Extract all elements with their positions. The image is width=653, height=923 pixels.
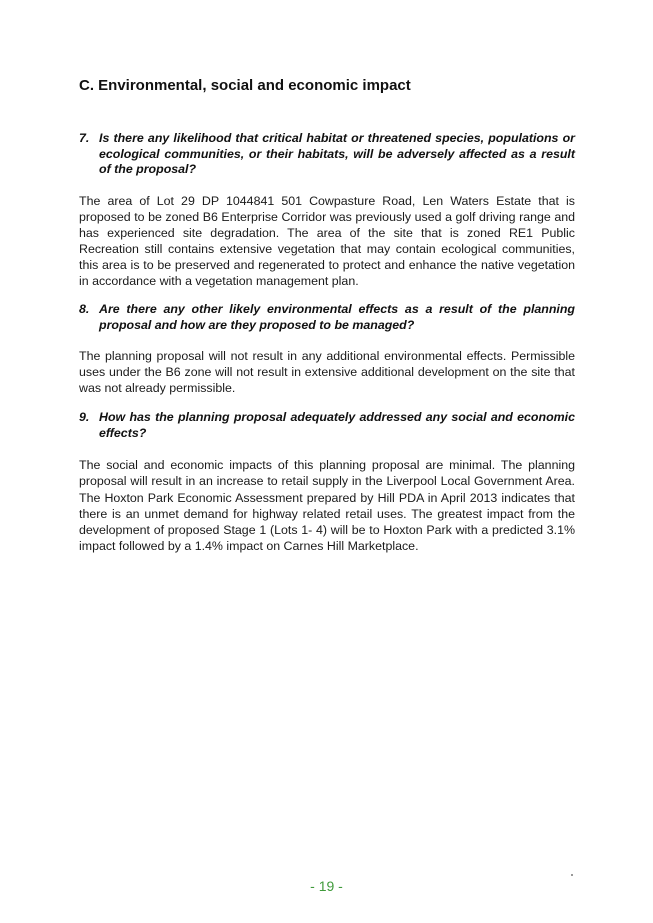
page-number: - 19 - [310, 878, 343, 894]
question-9 [79, 410, 575, 441]
document-page [79, 76, 575, 554]
question-number: 7. [79, 131, 90, 145]
answer-7: The area of Lot 29 DP 1044841 501 Cowpasture Road, Len Waters Estate that is proposed to be zoned B6 Enterprise Corridor was previously used a golf driving range and has experienced site degradation. The area of the site that is zoned RE1 Public Recreation still contains extensive vegetation that may contain ecological communities, this area is to be preserved and regenerated to protect and enhance the native vegetation in accordance with a vegetation management plan. [79, 193, 575, 288]
answer-8: The planning proposal will not result in any additional environmental effects. Permissible uses under the B6 zone will not result in extensive additional development on the site that was not already permissible. [79, 349, 575, 396]
question-number: 9. [79, 410, 90, 425]
footer-mark [571, 874, 573, 876]
question-8 [79, 302, 575, 333]
question-text: Is there any likelihood that critical habitat or threatened species, populations or ecological communities, or their habitats, will be adversely affected as a result of the proposal? [99, 131, 575, 176]
answer-9: The social and economic impacts of this planning proposal are minimal. The planning proposal will result in an increase to retail supply in the Liverpool Local Government Area. The Hoxton Park Economic Assessment prepared by Hill PDA in April 2013 indicates that there is an unmet demand for highway related retail uses. The greatest impact from the development of proposed Stage 1 (Lots 1- 4) will be to Hoxton Park with a predicted 3.1% impact followed by a 1.4% impact on Carnes Hill Marketplace. [79, 458, 575, 553]
question-text: Are there any other likely environmental effects as a result of the planning proposal and how are they proposed to be managed? [99, 302, 575, 332]
section-heading: C. Environmental, social and economic impact [79, 77, 411, 94]
question-text: How has the planning proposal adequately addressed any social and economic effects? [99, 410, 575, 440]
question-7 [79, 131, 575, 178]
question-number: 8. [79, 302, 90, 317]
